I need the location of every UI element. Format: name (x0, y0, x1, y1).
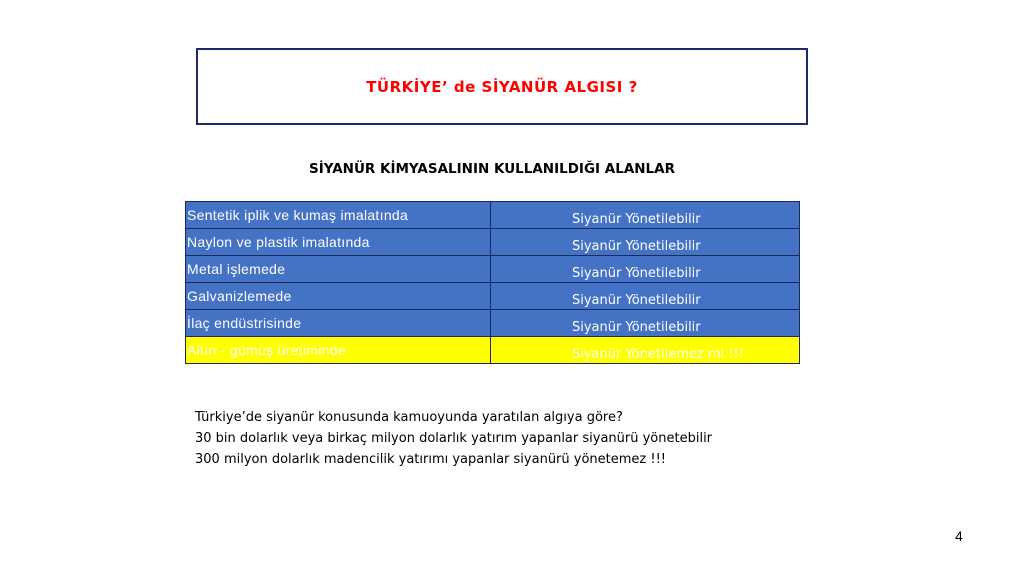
note-line: 30 bin dolarlık veya birkaç milyon dolarlık yatırım yapanlar siyanürü yönetebilir (195, 431, 713, 446)
title-box (196, 48, 808, 125)
area-cell: Sentetik iplik ve kumaş imalatında (186, 202, 491, 229)
notes-block (195, 407, 712, 470)
table-row (186, 256, 800, 283)
note-line: Türkiye’de siyanür konusunda kamuoyunda yaratılan algıya göre? (195, 410, 623, 425)
status-cell: Siyanür Yönetilebilir (491, 202, 800, 229)
table-row (186, 202, 800, 229)
page-number: 4 (955, 528, 963, 544)
table-row-highlighted (186, 337, 800, 364)
slide-title: TÜRKİYE’ de SİYANÜR ALGISI ? (366, 77, 638, 96)
note-line: 300 milyon dolarlık madencilik yatırımı yapanlar siyanürü yönetemez !!! (195, 452, 667, 467)
area-cell: Altın - gümüş üretiminde (186, 337, 491, 364)
usage-table (185, 201, 800, 364)
status-cell: Siyanür Yönetilebilir (491, 229, 800, 256)
area-cell: Naylon ve plastik imalatında (186, 229, 491, 256)
status-cell: Siyanür Yönetilebilir (491, 256, 800, 283)
area-cell: İlaç endüstrisinde (186, 310, 491, 337)
status-cell: Siyanür Yönetilebilir (491, 310, 800, 337)
area-cell: Galvanizlemede (186, 283, 491, 310)
table-row (186, 229, 800, 256)
section-heading: SİYANÜR KİMYASALININ KULLANILDIĞI ALANLAR (308, 161, 676, 177)
table-row (186, 310, 800, 337)
status-cell: Siyanür Yönetilemez mi !!! (491, 337, 800, 364)
status-cell: Siyanür Yönetilebilir (491, 283, 800, 310)
area-cell: Metal işlemede (186, 256, 491, 283)
table-row (186, 283, 800, 310)
